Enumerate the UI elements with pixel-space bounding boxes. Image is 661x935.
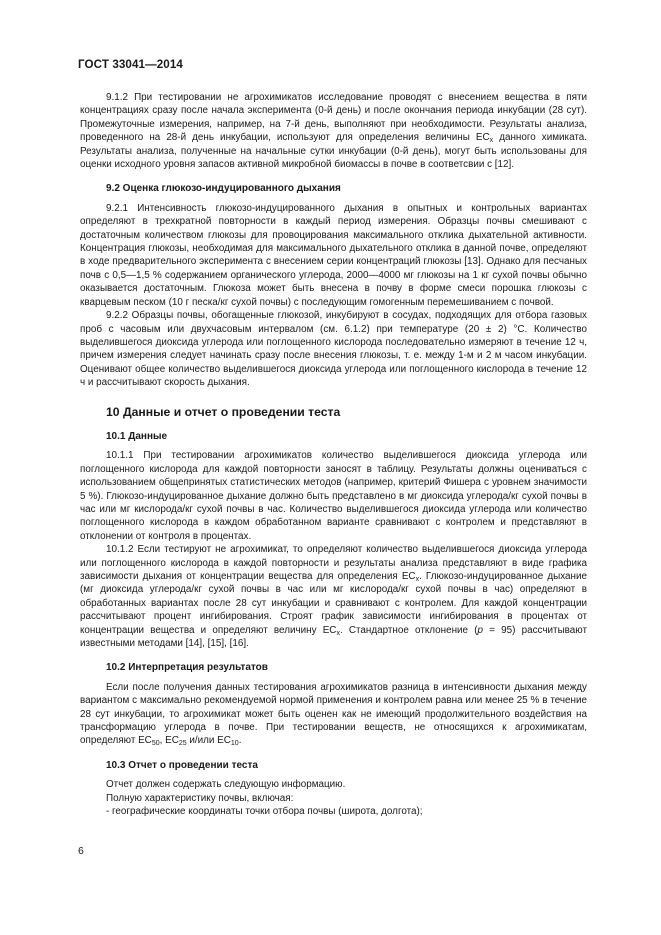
document-body xyxy=(80,91,587,819)
heading-10-1: 10.1 Данные xyxy=(106,430,168,442)
paragraph-9-2-1: 9.2.1 Интенсивность глюкозо-индуцированного дыхания в опытных и контрольных вариантах определяют в трехкратной повторности в каждый период измерения. Образцы почвы смешивают с достаточным количеством глюкозы для провоцирования максимального отклика дыхательной активности. Концентрация глюкозы, необходимая для максимального дыхательного отклика в данной почве, определяют в ходе предварительного эксперимента с внесением серии концентраций глюкозы [13]. Однако для песчаных почв с 0,5—1,5 % содержанием органического углерода, 2000—4000 мг глюкозы на 1 кг сухой почвы обычно оказывается достаточным. Глюкоза может быть внесена в почву в форме смеси порошка глюкозы с кварцевым песком (10 г песка/кг сухой почвы) с последующим гомогенным перемешиванием с почвой. xyxy=(80,202,587,308)
page-number: 6 xyxy=(78,845,84,857)
report-line-2: Полную характеристику почвы, включая: xyxy=(106,792,294,804)
paragraph-10-1-1: 10.1.1 При тестировании агрохимикатов количество выделившегося диоксида углерода или поглощенного кислорода для каждой повторности заносят в таблицу. Результаты должны оцениваться с использованием общепринятых статистических методов (например, критерий Фишера с уровнем значимости 5 %). Глюкозо-индуцированное дыхание должно быть представлено в мг диоксида углерода/кг сухой почвы в час или мг кислорода/кг сухой почвы в час. Количество выделившегося диоксида углерода или количество поглощенного кислорода в каждом обработанном варианте сравнивают с контролем и представляют в отклонении от контроля в процентах. xyxy=(80,450,587,542)
subscript-x: x xyxy=(489,137,494,145)
paragraph-9-2-2: 9.2.2 Образцы почвы, обогащенные глюкозой, инкубируют в сосудах, подходящих для отбора газовых проб с часовым или двухчасовым интервалом (см. 6.1.2) при температуре (20 ± 2) °С. Количество выделившегося диоксида углерода или поглощенного кислорода последовательно измеряют в течение 12 ч, причем измерения следует начинать сразу после внесения глюкозы, т. е. между 1-м и 2 м часом инкубации. Оценивают общее количество выделившегося диоксида углерода или поглощенного кислорода в течение 12 ч и рассчитывают скорость дыхания. xyxy=(80,310,587,389)
report-line-1: Отчет должен содержать следующую информацию. xyxy=(106,779,346,791)
heading-10: 10 Данные и отчет о проведении теста xyxy=(106,404,341,419)
paragraph-10-1-2: 10.1.2 Если тестируют не агрохимикат, то определяют количество выделившегося диоксида углерода или поглощенного кислорода в каждой повторности и результаты анализа представляют в виде графика зависимости дыхания от концентрации вещества для определения $EC_x$. Глюкозо-индуцированное дыхание (мг диоксида углерода/кг сухой почвы в час или мг кислорода/кг сухой почвы в час) определяют в обработанных вариантах после 28 сут инкубации и сравнивают с контролем. Для каждой концентрации рассчитывают процент ингибирования. Строят график зависимости ингибирования в процентах от концентрации вещества и определяют величину $EC_x$. Стандартное отклонение (p = 95) рассчитывают известными методами [14], [15], [16]. xyxy=(80,544,588,650)
document-header: ГОСТ 33041—2014 xyxy=(78,58,183,71)
paragraph-10-2: Если после получения данных тестирования агрохимикатов разница в интенсивности дыхания между вариантом с максимально рекомендуемой нормой применения и контролем равна или менее 25 % в течение 28 сут инкубации, то агрохимикат может быть оценен как не имеющий продолжительного воздействия на трансформацию углерода в почве. При тестировании веществ, не относящихся к агрохимикатам, определяют $EC_{50}$, $EC_{25}$ и/или $EC_{10}$. xyxy=(80,681,587,748)
report-line-3: - географические координаты точки отбора почвы (широта, долгота); xyxy=(106,806,423,818)
paragraph-9-1-2: 9.1.2 При тестировании не агрохимикатов исследование проводят с внесением вещества в пяти концентрациях сразу после начала эксперимента (0-й день) и после окончания периода инкубации (28 сут). Промежуточные измерения, например, на 7-й день, выполняют при необходимости. Результаты анализа, проведенного на 28-й день инкубации, используют для определения величины $EC_x$ данного химиката. Результаты анализа, полученные на начальные сутки инкубации (0-й день), могут быть использованы для оценки исходного уровня запасов активной микробной биомассы в почве в соответсвии с [12]. xyxy=(80,92,587,171)
heading-9-2: 9.2 Оценка глюкозо-индуцированного дыхания xyxy=(106,183,341,195)
heading-10-3: 10.3 Отчет о проведении теста xyxy=(106,759,258,771)
heading-10-2: 10.2 Интерпретация результатов xyxy=(106,662,268,674)
